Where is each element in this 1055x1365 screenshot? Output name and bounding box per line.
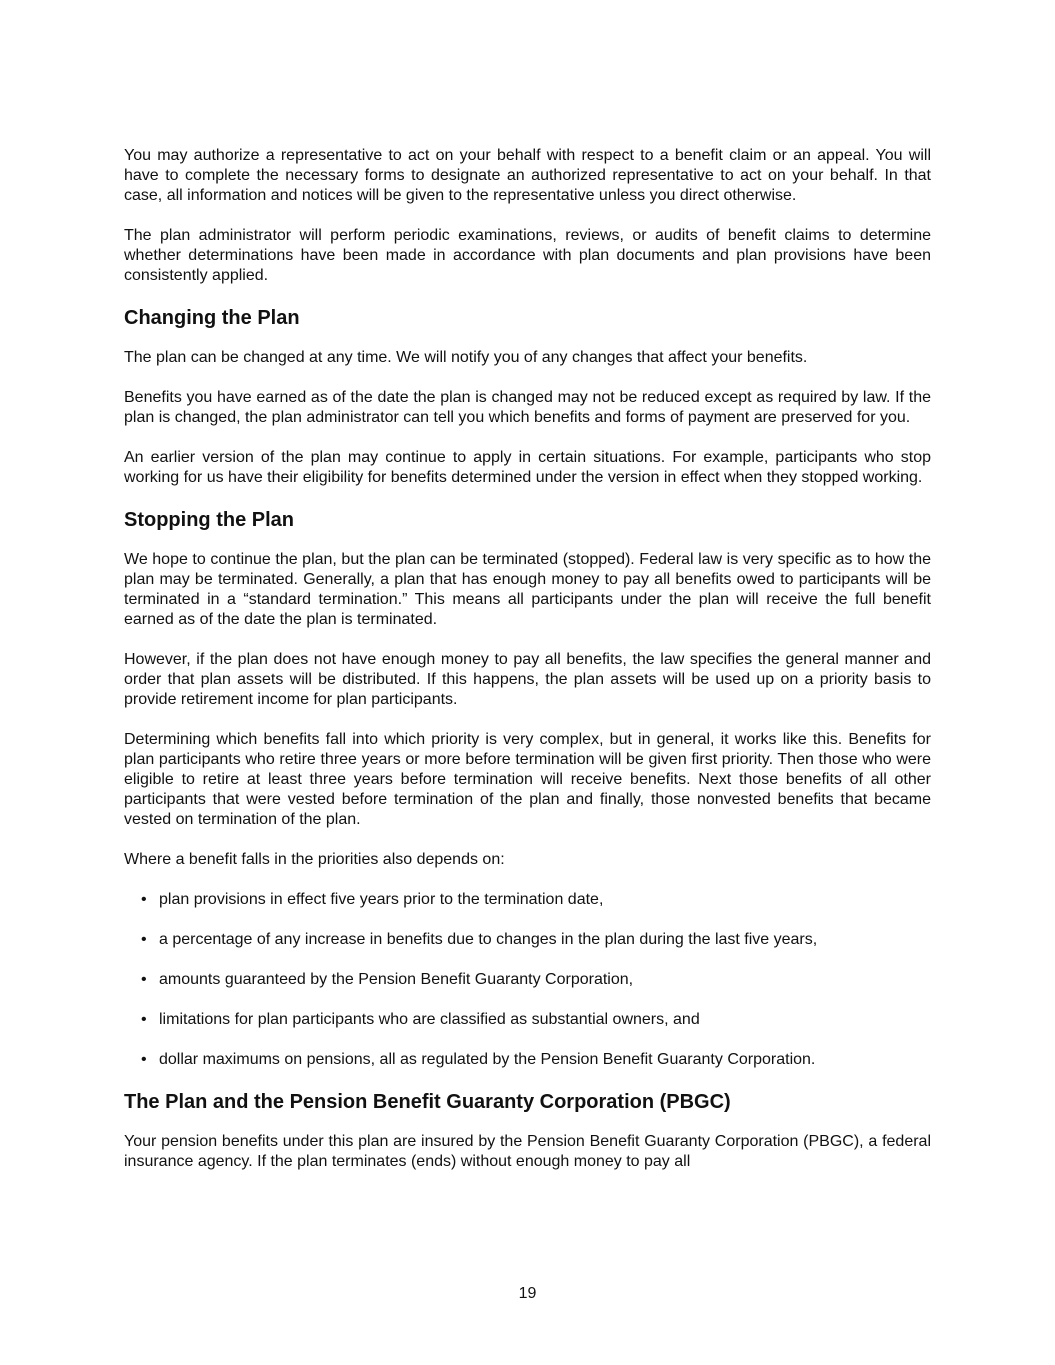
list-item [124,1010,931,1030]
document-body [124,146,931,1192]
paragraph-priority-complex: Determining which benefits fall into which priority is very complex, but in general, it works like this. Benefits for plan participants who retire three years or more before termination will be given first priority. Then those who were eligible to retire at least three years before termination will receive benefits. Next those benefits of all other participants that were vested before termination of the plan and finally, those nonvested benefits that became vested on termination of the plan. [124,731,931,828]
paragraph-authorized-representative: You may authorize a representative to act on your behalf with respect to a benefit claim or an appeal. You will have to complete the necessary forms to designate an authorized representative to act on your behalf. In that case, all information and notices will be given to the representative unless you direct otherwise. [124,147,931,204]
list-item-text: amounts guaranteed by the Pension Benefit Guaranty Corporation, [159,971,634,988]
section-changing-the-plan [124,306,931,488]
paragraph-periodic-audits: The plan administrator will perform periodic examinations, reviews, or audits of benefit claims to determine whether determinations have been made in accordance with plan documents and plan provisions have been consistently applied. [124,227,931,284]
paragraph-plan-terminated: We hope to continue the plan, but the plan can be terminated (stopped). Federal law is very specific as to how the plan may be terminated. Generally, a plan that has enough money to pay all benefits owed to participants will be terminated in a “standard termination.” This means all participants under the plan will receive the full benefit earned as of the date the plan is terminated. [124,551,931,628]
priority-factors-list [124,890,931,1070]
list-item [124,890,931,910]
bullet-icon: • [141,971,147,988]
bullet-icon: • [141,891,147,908]
list-item-text: plan provisions in effect five years prior to the termination date, [159,891,604,908]
bullet-icon: • [141,1011,147,1028]
bullet-icon: • [141,931,147,948]
bullet-icon: • [141,1051,147,1068]
heading-changing-the-plan: Changing the Plan [124,307,300,329]
list-item-text: limitations for plan participants who are classified as substantial owners, and [159,1011,700,1028]
paragraph-not-enough-money: However, if the plan does not have enough money to pay all benefits, the law specifies the general manner and order that plan assets will be distributed. If this happens, the plan assets will be used up on a priority basis to provide retirement income for plan participants. [124,651,931,708]
paragraph-benefits-earned: Benefits you have earned as of the date the plan is changed may not be reduced except as required by law. If the plan is changed, the plan administrator can tell you which benefits and forms of payment are preserved for you. [124,389,931,426]
paragraph-earlier-version: An earlier version of the plan may continue to apply in certain situations. For example, participants who stop working for us have their eligibility for benefits determined under the version in effect when they stopped working. [124,449,931,486]
list-item-text: dollar maximums on pensions, all as regulated by the Pension Benefit Guaranty Corporation. [159,1051,816,1068]
list-item [124,970,931,990]
paragraph-priorities-depend: Where a benefit falls in the priorities also depends on: [124,851,505,868]
page-number: 19 [518,1285,537,1302]
list-item [124,1050,931,1070]
paragraph-pension-insured: Your pension benefits under this plan are insured by the Pension Benefit Guaranty Corporation (PBGC), a federal insurance agency. If the plan terminates (ends) without enough money to pay all [124,1133,931,1170]
section-stopping-the-plan [124,508,931,1070]
list-item-text: a percentage of any increase in benefits due to changes in the plan during the last five years, [159,931,818,948]
paragraph-plan-can-be-changed: The plan can be changed at any time. We will notify you of any changes that affect your benefits. [124,349,808,366]
heading-stopping-the-plan: Stopping the Plan [124,509,294,531]
section-plan-and-pbgc [124,1090,931,1172]
heading-plan-and-pbgc: The Plan and the Pension Benefit Guaranty Corporation (PBGC) [124,1091,731,1113]
list-item [124,930,931,950]
